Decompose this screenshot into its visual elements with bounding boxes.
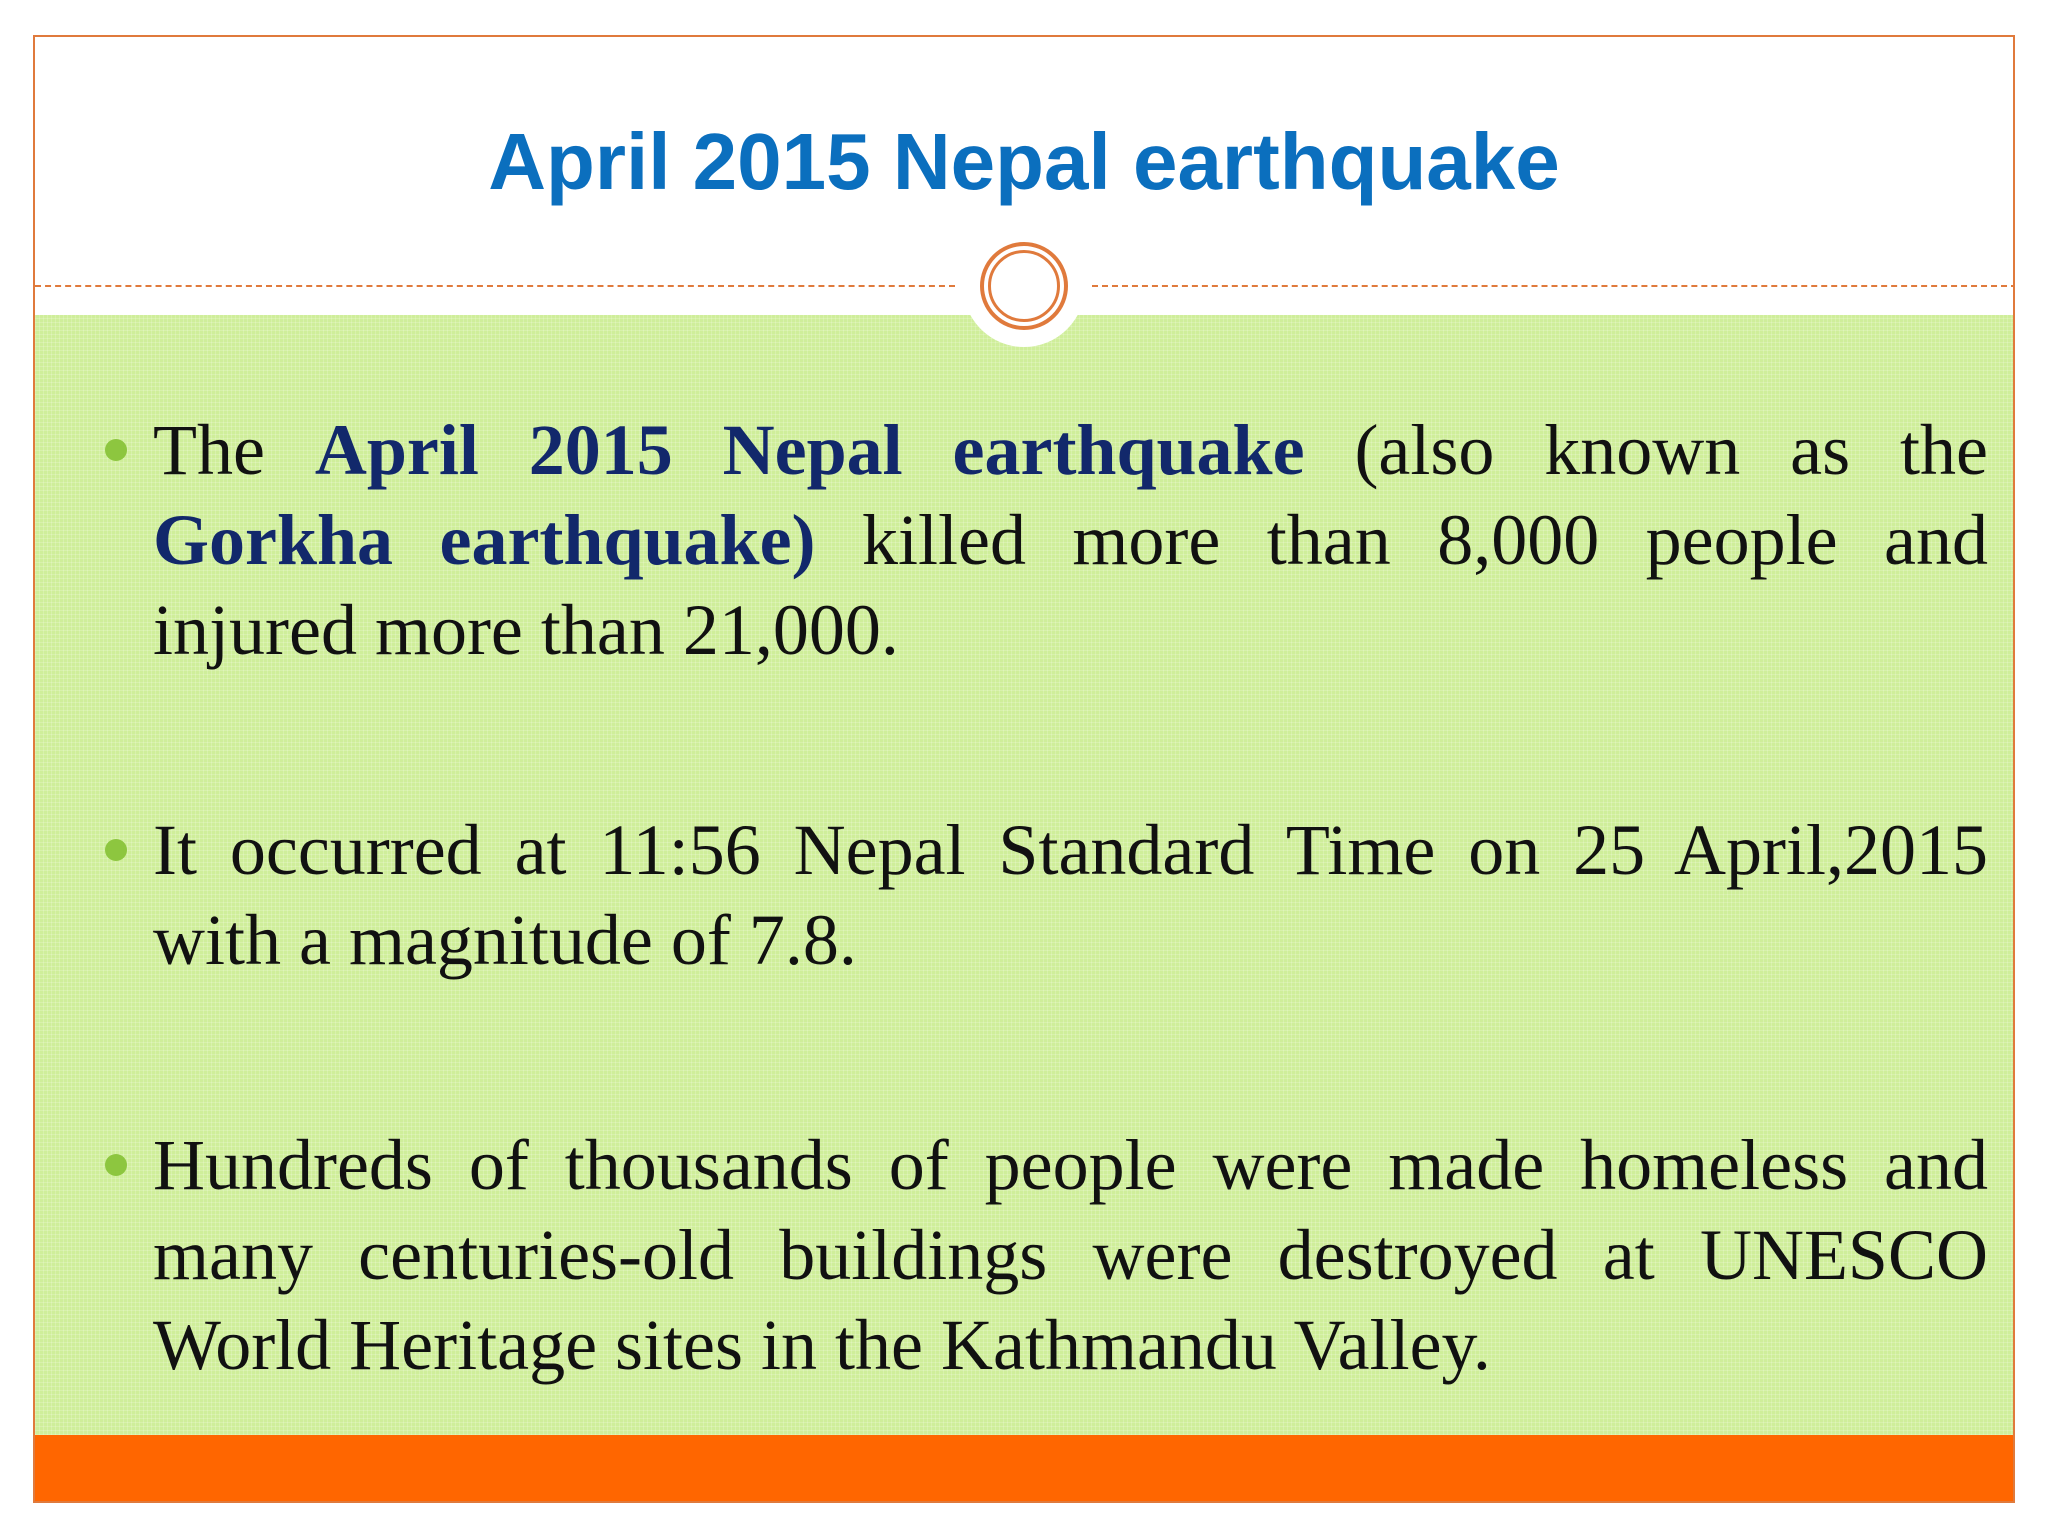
bullet-text-1-part1: The	[153, 410, 315, 490]
bullet-emphasis-earthquake-name: April 2015 Nepal earthquake	[314, 410, 1305, 490]
bullet-text-2: It occurred at 11:56 Nepal Standard Time on 25 April,2015 with a magnitude of 7.8.	[153, 810, 1988, 980]
bottom-accent-bar	[35, 1435, 2013, 1503]
bullet-text-1	[153, 405, 1988, 675]
bullet-emphasis-gorkha: Gorkha earthquake)	[153, 500, 816, 580]
bullet-text-1-part2: (also known as the	[1304, 410, 1989, 490]
circle-ring-inner-icon	[988, 250, 1060, 322]
bullet-text-1-part3: killed more than 8,000 people and injured more than 21,000.	[153, 500, 1989, 670]
title-divider-right	[1092, 285, 2015, 287]
bullet-dot-icon	[105, 839, 127, 861]
bullet-dot-icon	[105, 1154, 127, 1176]
title-divider-left	[35, 285, 955, 287]
bullet-list	[35, 315, 2013, 1467]
slide	[33, 35, 2015, 1503]
bullet-text-3: Hundreds of thousands of people were made homeless and many centuries-old buildings were destroyed at UNESCO World Heritage sites in the Kathmandu Valley.	[153, 1125, 1988, 1385]
slide-title: April 2015 Nepal earthquake	[488, 117, 1560, 206]
content-area	[35, 315, 2013, 1467]
bullet-dot-icon	[105, 439, 127, 461]
divider-ornament	[963, 225, 1085, 347]
